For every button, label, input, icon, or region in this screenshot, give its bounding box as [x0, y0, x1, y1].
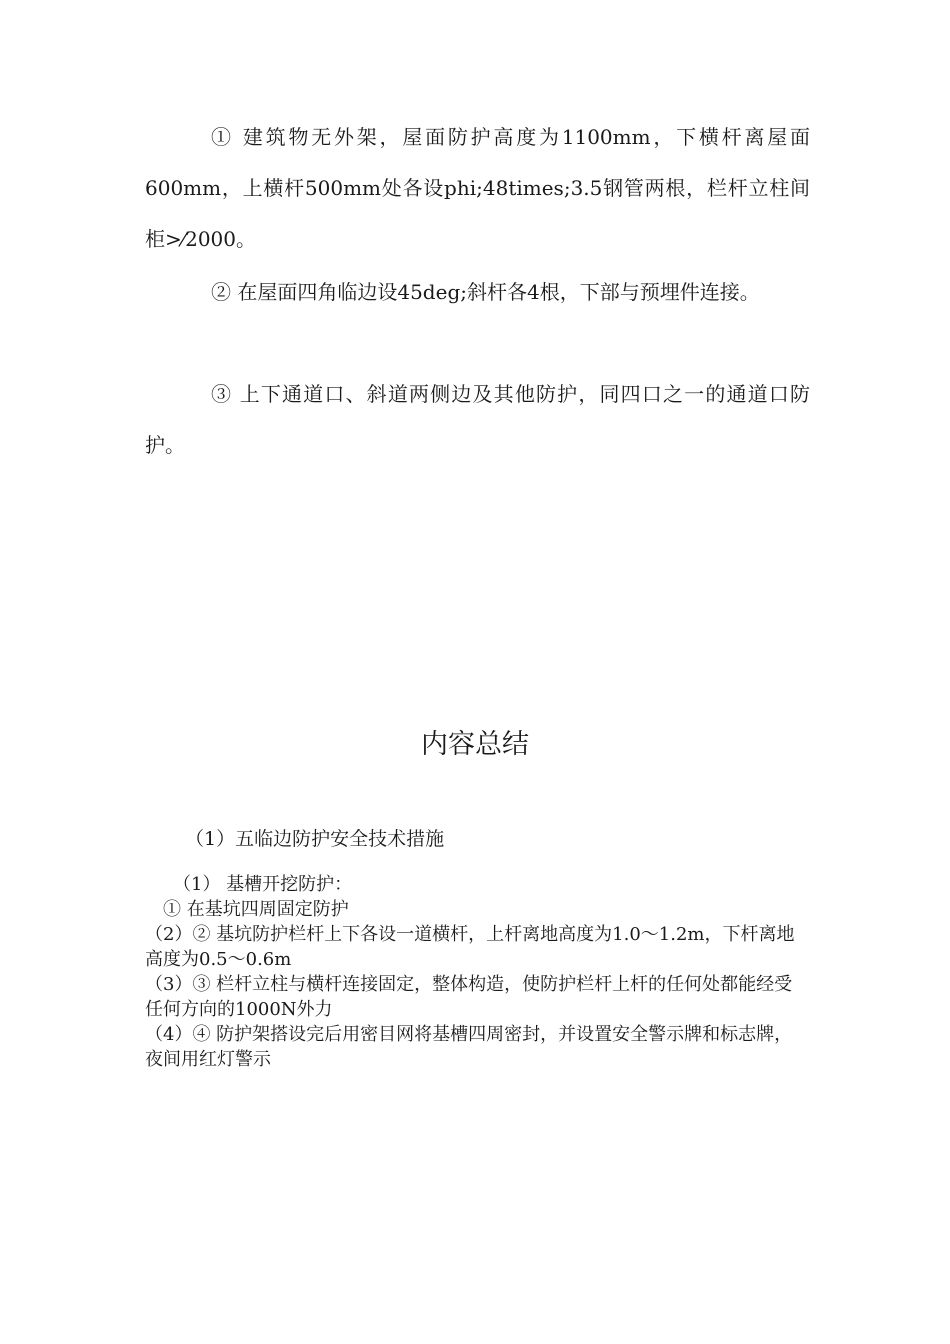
- summary-line: ① 在基坑四周固定防护: [163, 899, 349, 920]
- summary-line: （4）④ 防护架搭设完后用密目网将基槽四周密封，并设置安全警示牌和标志牌，夜间用红灯警示: [145, 1024, 793, 1070]
- paragraph-roof-protection: ① 建筑物无外架，屋面防护高度为1100mm，下横杆离屋面600mm，上横杆500mm处各设phi;48times;3.5钢管两根，栏杆立柱间柜>⁄2000。: [145, 125, 810, 251]
- summary-line: （2）② 基坑防护栏杆上下各设一道横杆，上杆离地高度为1.0～1.2m，下杆离地高度为0.5～0.6m: [145, 924, 795, 970]
- summary-line: （1） 基槽开挖防护：: [173, 874, 353, 895]
- paragraph-passage-protection: ③ 上下通道口、斜道两侧边及其他防护，同四口之一的通道口防护。: [145, 382, 810, 457]
- summary-line: （3）③ 栏杆立柱与横杆连接固定，整体构造，使防护栏杆上杆的任何处都能经受任何方向的1000N外力: [145, 974, 793, 1020]
- summary-subheading: （1）五临边防护安全技术措施: [185, 828, 445, 850]
- paragraph-corner-braces: ② 在屋面四角临边设45deg;斜杆各4根，下部与预埋件连接。: [211, 280, 760, 304]
- summary-list: [145, 872, 807, 1072]
- summary-title: 内容总结: [421, 729, 529, 760]
